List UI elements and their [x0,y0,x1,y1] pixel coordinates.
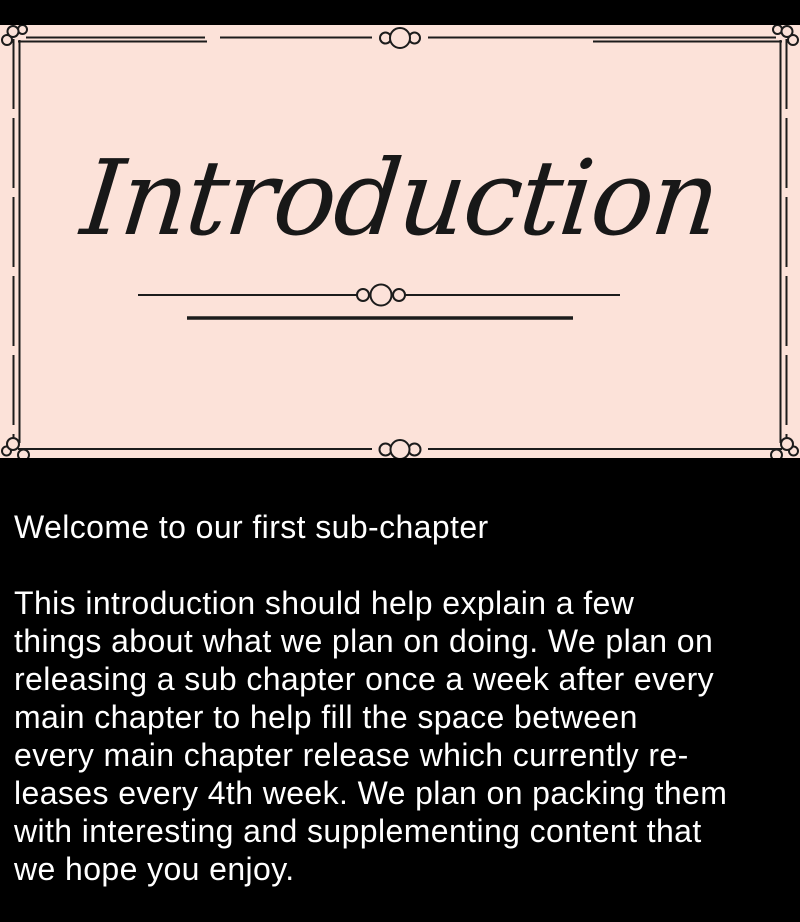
paragraph-line: This introduction should help explain a few [14,585,635,621]
paragraph-line: releasing a sub chapter once a week after every [14,661,715,697]
bottom-circle-ornament [380,440,421,458]
top-black-bar [0,0,800,25]
paragraph-line: we hope you enjoy. [14,851,295,887]
body-text-section [0,458,800,888]
chapter-title: Introduction [76,137,724,259]
sub-chapter-heading: Welcome to our first sub-chapter [14,509,489,545]
title-card [0,25,800,458]
introduction-paragraph [14,584,786,888]
title-divider [138,285,620,319]
top-circle-ornament [380,28,420,48]
paragraph-line: leases every 4th week. We plan on packing them [14,775,728,811]
paragraph-line: main chapter to help fill the space between [14,699,638,735]
paragraph-line: things about what we plan on doing. We plan on [14,623,714,659]
paragraph-line: with interesting and supplementing content that [14,813,702,849]
blank-line-spacer [14,546,786,584]
paragraph-line: every main chapter release which currently re- [14,737,689,773]
